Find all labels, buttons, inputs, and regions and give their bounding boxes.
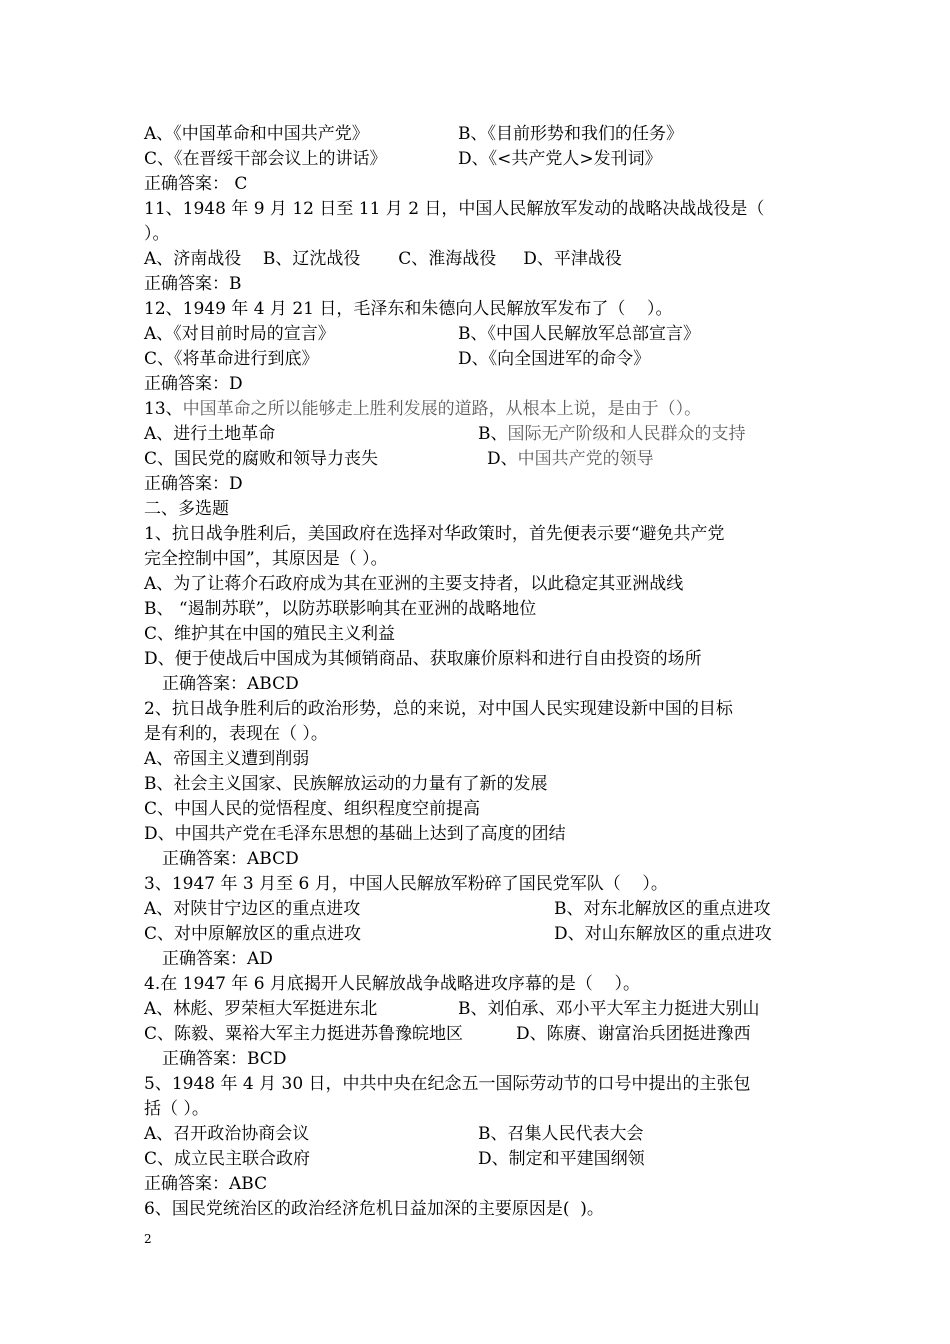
answer-line: 正确答案：ABC [144, 1174, 268, 1194]
answer-line: 正确答案： C [144, 174, 248, 194]
option-line: A、济南战役 B、辽沈战役 C、淮海战役 D、平津战役 [144, 249, 622, 269]
option-a: A、召开政治协商会议 [144, 1124, 310, 1144]
option-a: A、对陕甘宁边区的重点进攻 [144, 899, 361, 919]
option-d: D、对山东解放区的重点进攻 [554, 924, 772, 944]
option-d: D、制定和平建国纲领 [478, 1149, 645, 1169]
option-b: B、国际无产阶级和人民群众的支持 [478, 424, 746, 444]
answer-line: 正确答案：AD [162, 949, 273, 969]
option-c: C、成立民主联合政府 [144, 1149, 311, 1169]
question-line [144, 397, 701, 421]
answer-line: 正确答案：BCD [162, 1049, 287, 1069]
answer-line: 正确答案：ABCD [162, 674, 299, 694]
option-c: C、对中原解放区的重点进攻 [144, 924, 362, 944]
option-a: A、《中国革命和中国共产党》 [144, 124, 369, 144]
option-line: D、便于使战后中国成为其倾销商品、获取廉价原料和进行自由投资的场所 [144, 649, 702, 669]
answer-line: 正确答案：ABCD [162, 849, 299, 869]
option-a: A、林彪、罗荣桓大军挺进东北 [144, 999, 378, 1019]
question-text: 中国革命之所以能够走上胜利发展的道路，从根本上说，是由于（）。 [182, 399, 702, 419]
answer-line: 正确答案：D [144, 474, 243, 494]
option-d: D、《<共产党人>发刊词》 [458, 149, 662, 169]
option-line: C、维护其在中国的殖民主义利益 [144, 624, 396, 644]
option-line: D、中国共产党在毛泽东思想的基础上达到了高度的团结 [144, 824, 566, 844]
option-line: C、中国人民的觉悟程度、组织程度空前提高 [144, 799, 481, 819]
question-line: 完全控制中国”，其原因是（ ）。 [144, 549, 388, 569]
option-a: A、《对目前时局的宣言》 [144, 324, 335, 344]
option-line: B、 “遏制苏联”，以防苏联影响其在亚洲的战略地位 [144, 599, 537, 619]
option-d: D、《向全国进军的命令》 [458, 349, 651, 369]
option-c: C、陈毅、粟裕大军主力挺进苏鲁豫皖地区 [144, 1024, 464, 1044]
option-b: B、《中国人民解放军总部宣言》 [458, 324, 700, 344]
option-b: B、召集人民代表大会 [478, 1124, 644, 1144]
question-line: 3、1947 年 3 月至 6 月，中国人民解放军粉碎了国民党军队（ ）。 [144, 874, 668, 894]
question-line: 1、抗日战争胜利后，美国政府在选择对华政策时，首先便表示要“避免共产党 [144, 524, 725, 544]
option-line: A、帝国主义遭到削弱 [144, 749, 310, 769]
answer-line: 正确答案：B [144, 274, 242, 294]
option-b: B、对东北解放区的重点进攻 [554, 899, 771, 919]
option-c: C、《将革命进行到底》 [144, 349, 319, 369]
question-line: 5、1948 年 4 月 30 日，中共中央在纪念五一国际劳动节的口号中提出的主张包 [144, 1074, 751, 1094]
option-b: B、刘伯承、邓小平大军主力挺进大别山 [458, 999, 760, 1019]
option-b: B、《目前形势和我们的任务》 [458, 124, 683, 144]
option-c: C、国民党的腐败和领导力丧失 [144, 449, 379, 469]
option-c: C、《在晋绥干部会议上的讲话》 [144, 149, 387, 169]
option-d: D、中国共产党的领导 [487, 449, 654, 469]
option-line: A、为了让蒋介石政府成为其在亚洲的主要支持者，以此稳定其亚洲战线 [144, 574, 684, 594]
question-number: 13、 [144, 399, 183, 419]
question-line: 2、抗日战争胜利后的政治形势，总的来说，对中国人民实现建设新中国的目标 [144, 699, 733, 719]
question-line: 6、国民党统治区的政治经济危机日益加深的主要原因是( )。 [144, 1199, 604, 1219]
section-heading: 二、多选题 [144, 499, 229, 519]
question-line: 括（ ）。 [144, 1099, 209, 1119]
question-line: 是有利的，表现在（ ）。 [144, 724, 328, 744]
question-line: 12、1949 年 4 月 21 日，毛泽东和朱德向人民解放军发布了（ ）。 [144, 299, 673, 319]
page-number: 2 [144, 1232, 152, 1246]
option-line: B、社会主义国家、民族解放运动的力量有了新的发展 [144, 774, 548, 794]
option-d: D、陈赓、谢富治兵团挺进豫西 [516, 1024, 751, 1044]
question-line: 11、1948 年 9 月 12 日至 11 月 2 日，中国人民解放军发动的战略决战战役是（ [144, 199, 765, 219]
question-line: 4.在 1947 年 6 月底揭开人民解放战争战略进攻序幕的是（ ）。 [144, 974, 641, 994]
question-line: ）。 [144, 224, 170, 244]
answer-line: 正确答案：D [144, 374, 243, 394]
option-a: A、进行土地革命 [144, 424, 276, 444]
